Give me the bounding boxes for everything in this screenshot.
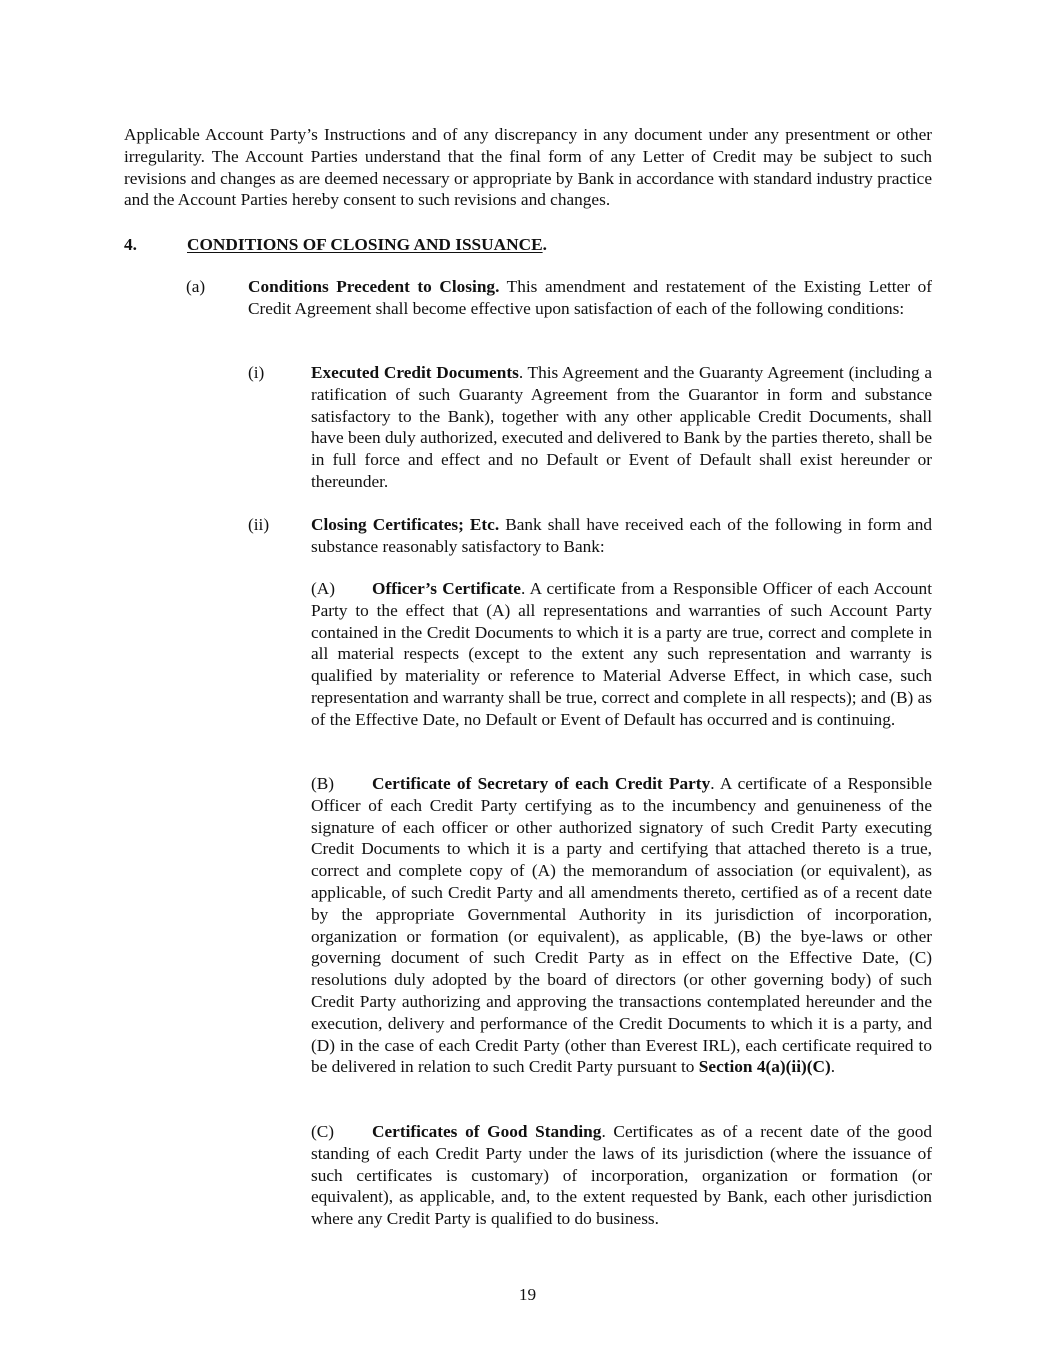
section-title-period: . — [542, 235, 547, 254]
section-number: 4. — [124, 235, 137, 254]
paragraph-B-section-ref: Section 4(a)(ii)(C) — [698, 1057, 831, 1077]
paragraph-ii-text: Bank shall have received each of the following in form and substance reasonably satisfactory to Bank: — [311, 515, 932, 556]
paragraph-B-title: Certificate of Secretary of each Credit Party — [372, 774, 711, 793]
paragraph-B-label: (B) — [311, 774, 335, 793]
paragraph-ii-title: Closing Certificates; Etc. — [311, 515, 500, 534]
page-number: 19 — [518, 1285, 537, 1304]
paragraph-i-title: Executed Credit Documents — [311, 363, 519, 382]
paragraph-B-text: . A certificate of a Responsible Officer of each Credit Party certifying as to the incumbency and genuineness of the signature of each officer or other authorized signatory of such Credit Party executing Credit Documents to which it is a party and certifying that attached thereto is a true, correct and complete copy of (A) the memorandum of association (or equivalent), as applicable, of such Credit Party and all amendments thereto, certified as of a recent date by the appropriate Governmental Authority in its jurisdiction of incorporation, organization or formation (or equivalent), as applicable, (B) the bye-laws or other governing document of such Credit Party as in effect on the Effective Date, (C) resolutions duly adopted by the board of directors (or other governing body) of such Credit Party authorizing and approving the transactions contemplated hereunder and the execution, delivery and performance of the Credit Documents to which it is a party, and (D) in the case of each Credit Party (other than Everest IRL), each certificate required to be delivered in relation to such Credit Party pursuant to — [311, 774, 932, 1077]
paragraph-i — [248, 362, 932, 493]
paragraph-A-title: Officer’s Certificate — [372, 579, 521, 598]
section-title — [187, 234, 547, 256]
paragraph-C-label: (C) — [311, 1122, 335, 1141]
paragraph-C — [311, 1121, 932, 1230]
paragraph-C-title: Certificates of Good Standing — [372, 1122, 602, 1141]
paragraph-i-text: . This Agreement and the Guaranty Agreement (including a ratification of such Guaranty Agreement from the Guarantor in form and substance satisfactory to the Bank), together with any other applicable Credit Documents, shall have been duly authorized, executed and delivered to Bank by the parties thereto, shall be in full force and effect and no Default or Event of Default shall exist hereunder or thereunder. — [311, 363, 932, 491]
paragraph-ii-label: (ii) — [248, 515, 270, 534]
paragraph-A-label: (A) — [311, 579, 335, 598]
paragraph-B — [311, 773, 932, 1078]
paragraph-i-body — [311, 362, 932, 493]
paragraph-a-text: This amendment and restatement of the Existing Letter of Credit Agreement shall become effective upon satisfaction of each of the following conditions: — [248, 277, 932, 318]
paragraph-A — [311, 578, 932, 731]
paragraph-a-title: Conditions Precedent to Closing. — [248, 277, 500, 296]
intro-paragraph: Applicable Account Party’s Instructions and of any discrepancy in any document under any presentment or other irregularity. The Account Parties understand that the final form of any Letter of Credit may be subject to such revisions and changes as are deemed necessary or appropriate by Bank in accordance with standard industry practice and the Account Parties hereby consent to such revisions and changes. — [124, 125, 932, 210]
paragraph-a-label: (a) — [186, 277, 206, 296]
paragraph-ii — [248, 514, 932, 558]
paragraph-a-body — [248, 276, 932, 320]
paragraph-C-text: . Certificates as of a recent date of the good standing of each Credit Party under the laws of its jurisdiction (where the issuance of such certificates is customary) of incorporation, organization or formation (or equivalent), as applicable, and, to the extent requested by Bank, each other jurisdiction where any Credit Party is qualified to do business. — [311, 1122, 932, 1229]
paragraph-ii-body — [311, 514, 932, 558]
section-title-text: CONDITIONS OF CLOSING AND ISSUANCE — [187, 235, 543, 254]
paragraph-a — [186, 276, 932, 320]
paragraph-i-label: (i) — [248, 363, 265, 382]
paragraph-B-tail: . — [830, 1057, 836, 1077]
paragraph-A-text: . A certificate from a Responsible Officer of each Account Party to the effect that (A) all representations and warranties of such Account Party contained in the Credit Documents to which it is a party are true, correct and complete in all material respects (except to the extent any such representation and warranty is qualified by materiality or reference to Material Adverse Effect, in which case, such representation and warranty shall be true, correct and complete in all respects); and (B) as of the Effective Date, no Default or Event of Default has occurred and is continuing. — [311, 579, 933, 729]
